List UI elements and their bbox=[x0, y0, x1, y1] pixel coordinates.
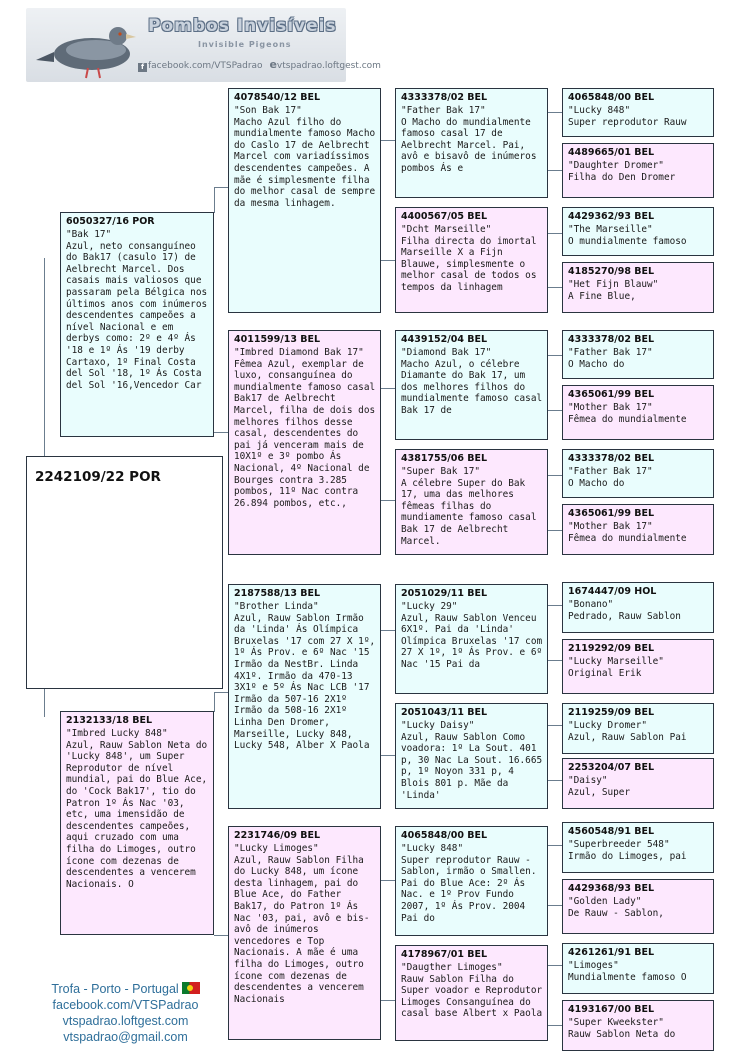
subject-ring-number: 2242109/22 POR bbox=[35, 469, 161, 485]
gggp-card bbox=[562, 504, 714, 555]
pedigree-description: "Bak 17" Azul, neto consanguíneo do Bak17 (casulo 17) de Aelbrecht Marcel. Dos casais mais valiosos que passaram pela Bélgica nos últimos anos com inúmeros descendentes campeões a nível Nacional e em derbys como: 2º e 4º Ás '18 e 1º Ás '19 derby Cartaxo, 1º Final Costa del Sol '18, 1º Ás Costa del Sol '16,Vencedor Car bbox=[66, 229, 208, 391]
gggp-card bbox=[562, 1000, 714, 1051]
ring-number: 4178967/01 BEL bbox=[401, 949, 488, 960]
pedigree-description: "Brother Linda" Azul, Rauw Sablon Irmão da 'Linda' Ás Olímpica Bruxelas '17 com 27 X 1º, 1º Ás Prov. e 6º Nac '15 Irmão da NestBr. Linda 4X1º. Irmão da 470-13 3X1º e 5º Ás Nac LCB '17 Irmão da 507-16 2X1º Irmão da 508-16 2X1º Linha Den Dromer, Marseille, Lucky 848, Lucky 548, Alber X Paola bbox=[234, 601, 376, 752]
ggp-card-sss bbox=[395, 88, 548, 198]
connector-line bbox=[548, 530, 562, 531]
header-banner bbox=[26, 8, 381, 82]
connector-line bbox=[214, 692, 228, 693]
pedigree-description: "Daisy" Azul, Super bbox=[568, 775, 631, 798]
pedigree-description: "Superbreeder 548" Irmão do Limoges, pai bbox=[568, 839, 687, 862]
ring-number: 4439152/04 BEL bbox=[401, 334, 488, 345]
pedigree-description: "Lucky 848" Super reprodutor Rauw bbox=[568, 105, 687, 128]
website-icon: e bbox=[269, 58, 277, 71]
gggp-card bbox=[562, 88, 714, 137]
ring-number: 4261261/91 BEL bbox=[568, 947, 655, 958]
connector-line bbox=[548, 475, 562, 476]
sire-card bbox=[60, 212, 214, 437]
ring-number: 4381755/06 BEL bbox=[401, 453, 488, 464]
subject-card bbox=[26, 456, 223, 689]
gggp-card bbox=[562, 207, 714, 256]
pedigree-description: "Father Bak 17" O Macho do bbox=[568, 466, 653, 489]
connector-line bbox=[381, 1000, 395, 1001]
connector-line bbox=[548, 233, 562, 234]
connector-line bbox=[381, 140, 395, 141]
header-facebook-link[interactable]: facebook.com/VTSPadrao bbox=[148, 61, 263, 71]
ring-number: 4333378/02 BEL bbox=[568, 334, 655, 345]
ring-number: 2119259/09 BEL bbox=[568, 707, 655, 718]
pedigree-description: "Lucky Limoges" Azul, Rauw Sablon Filha do Lucky 848, um ícone desta linhagem, pai do Blue Ace, do Father Bak17, do Patron 1º Ás Nac '03, pai, avô e bis-avô de inúmeros vencedores e Top Nacionais. A mãe é uma filha do Limoges, outro ícone com dezenas de descendentes a vencerem Nacionais bbox=[234, 843, 370, 1005]
grandsire-sire-card bbox=[228, 88, 381, 313]
connector-line bbox=[44, 258, 45, 456]
ggp-card-dss bbox=[395, 584, 548, 694]
ring-number: 4065848/00 BEL bbox=[401, 830, 488, 841]
ggp-card-ddd bbox=[395, 945, 548, 1041]
pedigree-description: "The Marseille" O mundialmente famoso bbox=[568, 224, 687, 247]
granddam-dam-card bbox=[228, 826, 381, 1040]
ring-number: 4365061/99 BEL bbox=[568, 389, 655, 400]
connector-line bbox=[214, 692, 215, 712]
ring-number: 4065848/00 BEL bbox=[568, 92, 655, 103]
ring-number: 2051029/11 BEL bbox=[401, 588, 488, 599]
header-website-link[interactable]: vtspadrao.loftgest.com bbox=[276, 61, 381, 71]
gggp-card bbox=[562, 582, 714, 633]
pedigree-description: "Father Bak 17" O Macho do bbox=[568, 347, 653, 370]
brand-name: Pombos Invisíveis bbox=[148, 16, 337, 36]
connector-line bbox=[214, 187, 215, 213]
footer-location-line bbox=[28, 981, 223, 997]
gggp-card bbox=[562, 758, 714, 809]
ring-number: 4078540/12 BEL bbox=[234, 92, 321, 103]
gggp-card bbox=[562, 703, 714, 754]
pedigree-description: "Super Bak 17" A célebre Super do Bak 17, uma das melhores fêmeas filhas do mundiamente famoso casal Bak 17 de Aelbrecht Marcel. bbox=[401, 466, 537, 547]
ggp-card-dds bbox=[395, 826, 548, 936]
ggp-card-ssd bbox=[395, 207, 548, 313]
ring-number: 4333378/02 BEL bbox=[568, 453, 655, 464]
pedigree-description: "Het Fijn Blauw" A Fine Blue, bbox=[568, 279, 659, 302]
ggp-card-sds bbox=[395, 330, 548, 440]
brand-subtitle: Invisible Pigeons bbox=[198, 40, 292, 49]
header-links bbox=[138, 58, 381, 72]
pedigree-description: "Lucky 29" Azul, Rauw Sablon Venceu 6X1º. Pai da 'Linda' Olímpica Bruxelas '17 com 27 X 1º, 1º Ás Prov. e 6º Nac '15 Pai da bbox=[401, 601, 543, 670]
connector-line bbox=[381, 260, 395, 261]
ring-number: 4400567/05 BEL bbox=[401, 211, 488, 222]
connector-line bbox=[548, 355, 562, 356]
connector-line bbox=[381, 755, 395, 756]
pigeon-icon bbox=[32, 14, 142, 80]
ring-number: 4560548/91 BEL bbox=[568, 826, 655, 837]
pedigree-description: "Limoges" Mundialmente famoso O bbox=[568, 960, 687, 983]
footer-website-link[interactable]: vtspadrao.loftgest.com bbox=[62, 1014, 189, 1028]
gggp-card bbox=[562, 143, 714, 198]
pedigree-description: "Mother Bak 17" Fêmea do mundialmente bbox=[568, 521, 687, 544]
ring-number: 2119292/09 BEL bbox=[568, 643, 655, 654]
gggp-card bbox=[562, 822, 714, 873]
ring-number: 4185270/98 BEL bbox=[568, 266, 655, 277]
footer-email-link[interactable]: vtspadrao@gmail.com bbox=[63, 1030, 188, 1044]
pedigree-description: "Super Kweekster" Rauw Sablon Neta do bbox=[568, 1017, 676, 1040]
pedigree-description: "Imbred Lucky 848" Azul, Rauw Sablon Neta do 'Lucky 848', um Super Reprodutor de nível mundial, pai do Blue Ace, do 'Cock Bak17', tio do Patron 1º Ás Nac '03, etc, uma imensidão de descendentes campeões, aqui cruzado com uma filha do Limoges, outro ícone com dezenas de descendentes a vencerem Nacionais. O bbox=[66, 728, 208, 890]
ring-number: 2051043/11 BEL bbox=[401, 707, 488, 718]
connector-line bbox=[548, 660, 562, 661]
connector-line bbox=[548, 905, 562, 906]
gggp-card bbox=[562, 449, 714, 498]
pedigree-description: "Lucky 848" Super reprodutor Rauw - Sablon, irmão o Smallen. Pai do Blue Ace: 2º Ás Nac. e 1º Prov Fundo 2007, 1º Ás Prov. 2004 Pai do bbox=[401, 843, 537, 924]
ring-number: 4489665/01 BEL bbox=[568, 147, 655, 158]
ggp-card-sdd bbox=[395, 449, 548, 555]
ring-number: 2231746/09 BEL bbox=[234, 830, 321, 841]
footer-contact bbox=[28, 981, 223, 1045]
connector-line bbox=[44, 689, 45, 717]
pedigree-description: "Dcht Marseille" Filha directa do imortal Marseille X a Fijn Blauwe, simplesmente o melhor casal de todos os tempos da linhagem bbox=[401, 224, 537, 293]
facebook-icon: f bbox=[138, 63, 147, 72]
pedigree-description: "Bonano" Pedrado, Rauw Sablon bbox=[568, 599, 681, 622]
pedigree-description: "Imbred Diamond Bak 17" Fêmea Azul, exemplar de luxo, consanguínea do mundialmente famoso casal Bak17 de Aelbrecht Marcel, filha de dois dos melhores filhos desse casal, descendentes do pai já venceram mais de 10X1º e 3º pombo Ás Nacional, 4º Nacional de Bourges contra 3.285 pombos, 11º Nac contra 26.894 pombos, etc., bbox=[234, 347, 376, 509]
ring-number: 4011599/13 BEL bbox=[234, 334, 321, 345]
pedigree-description: "Son Bak 17" Macho Azul filho do mundialmente famoso Macho do Caslo 17 de Aelbrecht Marcel com variadíssimos descendentes campeões. A mãe é simplesmente filha do melhor casal de sempre da mesma linhagem. bbox=[234, 105, 376, 209]
connector-line bbox=[214, 432, 228, 433]
gggp-card bbox=[562, 262, 714, 313]
gggp-card bbox=[562, 330, 714, 379]
footer-facebook-link[interactable]: facebook.com/VTSPadrao bbox=[52, 998, 199, 1012]
ring-number: 4429362/93 BEL bbox=[568, 211, 655, 222]
gggp-card bbox=[562, 639, 714, 694]
connector-line bbox=[548, 170, 562, 171]
gggp-card bbox=[562, 943, 714, 994]
connector-line bbox=[548, 1025, 562, 1026]
pedigree-description: "Daugther Limoges" Rauw Sablon Filha do Super voador e Reprodutor Limoges Consanguínea do casal base Albert x Paola bbox=[401, 962, 543, 1020]
ring-number: 2187588/13 BEL bbox=[234, 588, 321, 599]
connector-line bbox=[381, 388, 395, 389]
pedigree-description: "Daughter Dromer" Filha do Den Dromer bbox=[568, 160, 676, 183]
connector-line bbox=[381, 630, 395, 631]
connector-line bbox=[548, 780, 562, 781]
connector-line bbox=[214, 187, 228, 188]
pedigree-description: "Lucky Daisy" Azul, Rauw Sablon Como voadora: 1º La Sout. 401 p, 30 Nac La Sout. 16.665 p, 1º Noyon 331 p, 4 Blois 801 p. Mãe da 'Linda' bbox=[401, 720, 543, 801]
granddam-sire-card bbox=[228, 330, 381, 555]
connector-line bbox=[214, 935, 228, 936]
ring-number: 1674447/09 HOL bbox=[568, 586, 657, 597]
pedigree-description: "Lucky Dromer" Azul, Rauw Sablon Pai bbox=[568, 720, 687, 743]
pedigree-description: "Diamond Bak 17" Macho Azul, o célebre Diamante do Bak 17, um dos melhores filhos do mundialmente famoso casal Bak 17 de bbox=[401, 347, 543, 416]
ring-number: 4365061/99 BEL bbox=[568, 508, 655, 519]
pedigree-description: "Lucky Marseille" Original Erik bbox=[568, 656, 664, 679]
connector-line bbox=[548, 112, 562, 113]
grandsire-dam-card bbox=[228, 584, 381, 809]
connector-line bbox=[548, 410, 562, 411]
connector-line bbox=[548, 287, 562, 288]
pedigree-description: "Mother Bak 17" Fêmea do mundialmente bbox=[568, 402, 687, 425]
connector-line bbox=[548, 845, 562, 846]
ring-number: 4429368/93 BEL bbox=[568, 883, 655, 894]
pedigree-description: "Father Bak 17" O Macho do mundialmente famoso casal 17 de Aelbrecht Marcel. Pai, avô e bisavô de inúmeros pombos Ás e bbox=[401, 105, 537, 174]
connector-line bbox=[548, 725, 562, 726]
gggp-card bbox=[562, 879, 714, 934]
ring-number: 2253204/07 BEL bbox=[568, 762, 655, 773]
connector-line bbox=[548, 965, 562, 966]
connector-line bbox=[381, 880, 395, 881]
footer-location: Trofa - Porto - Portugal bbox=[51, 982, 179, 996]
ggp-card-dsd bbox=[395, 703, 548, 809]
gggp-card bbox=[562, 385, 714, 440]
ring-number: 6050327/16 POR bbox=[66, 216, 155, 227]
portugal-flag-icon bbox=[182, 982, 200, 994]
connector-line bbox=[381, 500, 395, 501]
ring-number: 2132133/18 BEL bbox=[66, 715, 153, 726]
ring-number: 4333378/02 BEL bbox=[401, 92, 488, 103]
connector-line bbox=[548, 605, 562, 606]
pedigree-description: "Golden Lady" De Rauw - Sablon, bbox=[568, 896, 664, 919]
ring-number: 4193167/00 BEL bbox=[568, 1004, 655, 1015]
dam-card bbox=[60, 711, 214, 935]
